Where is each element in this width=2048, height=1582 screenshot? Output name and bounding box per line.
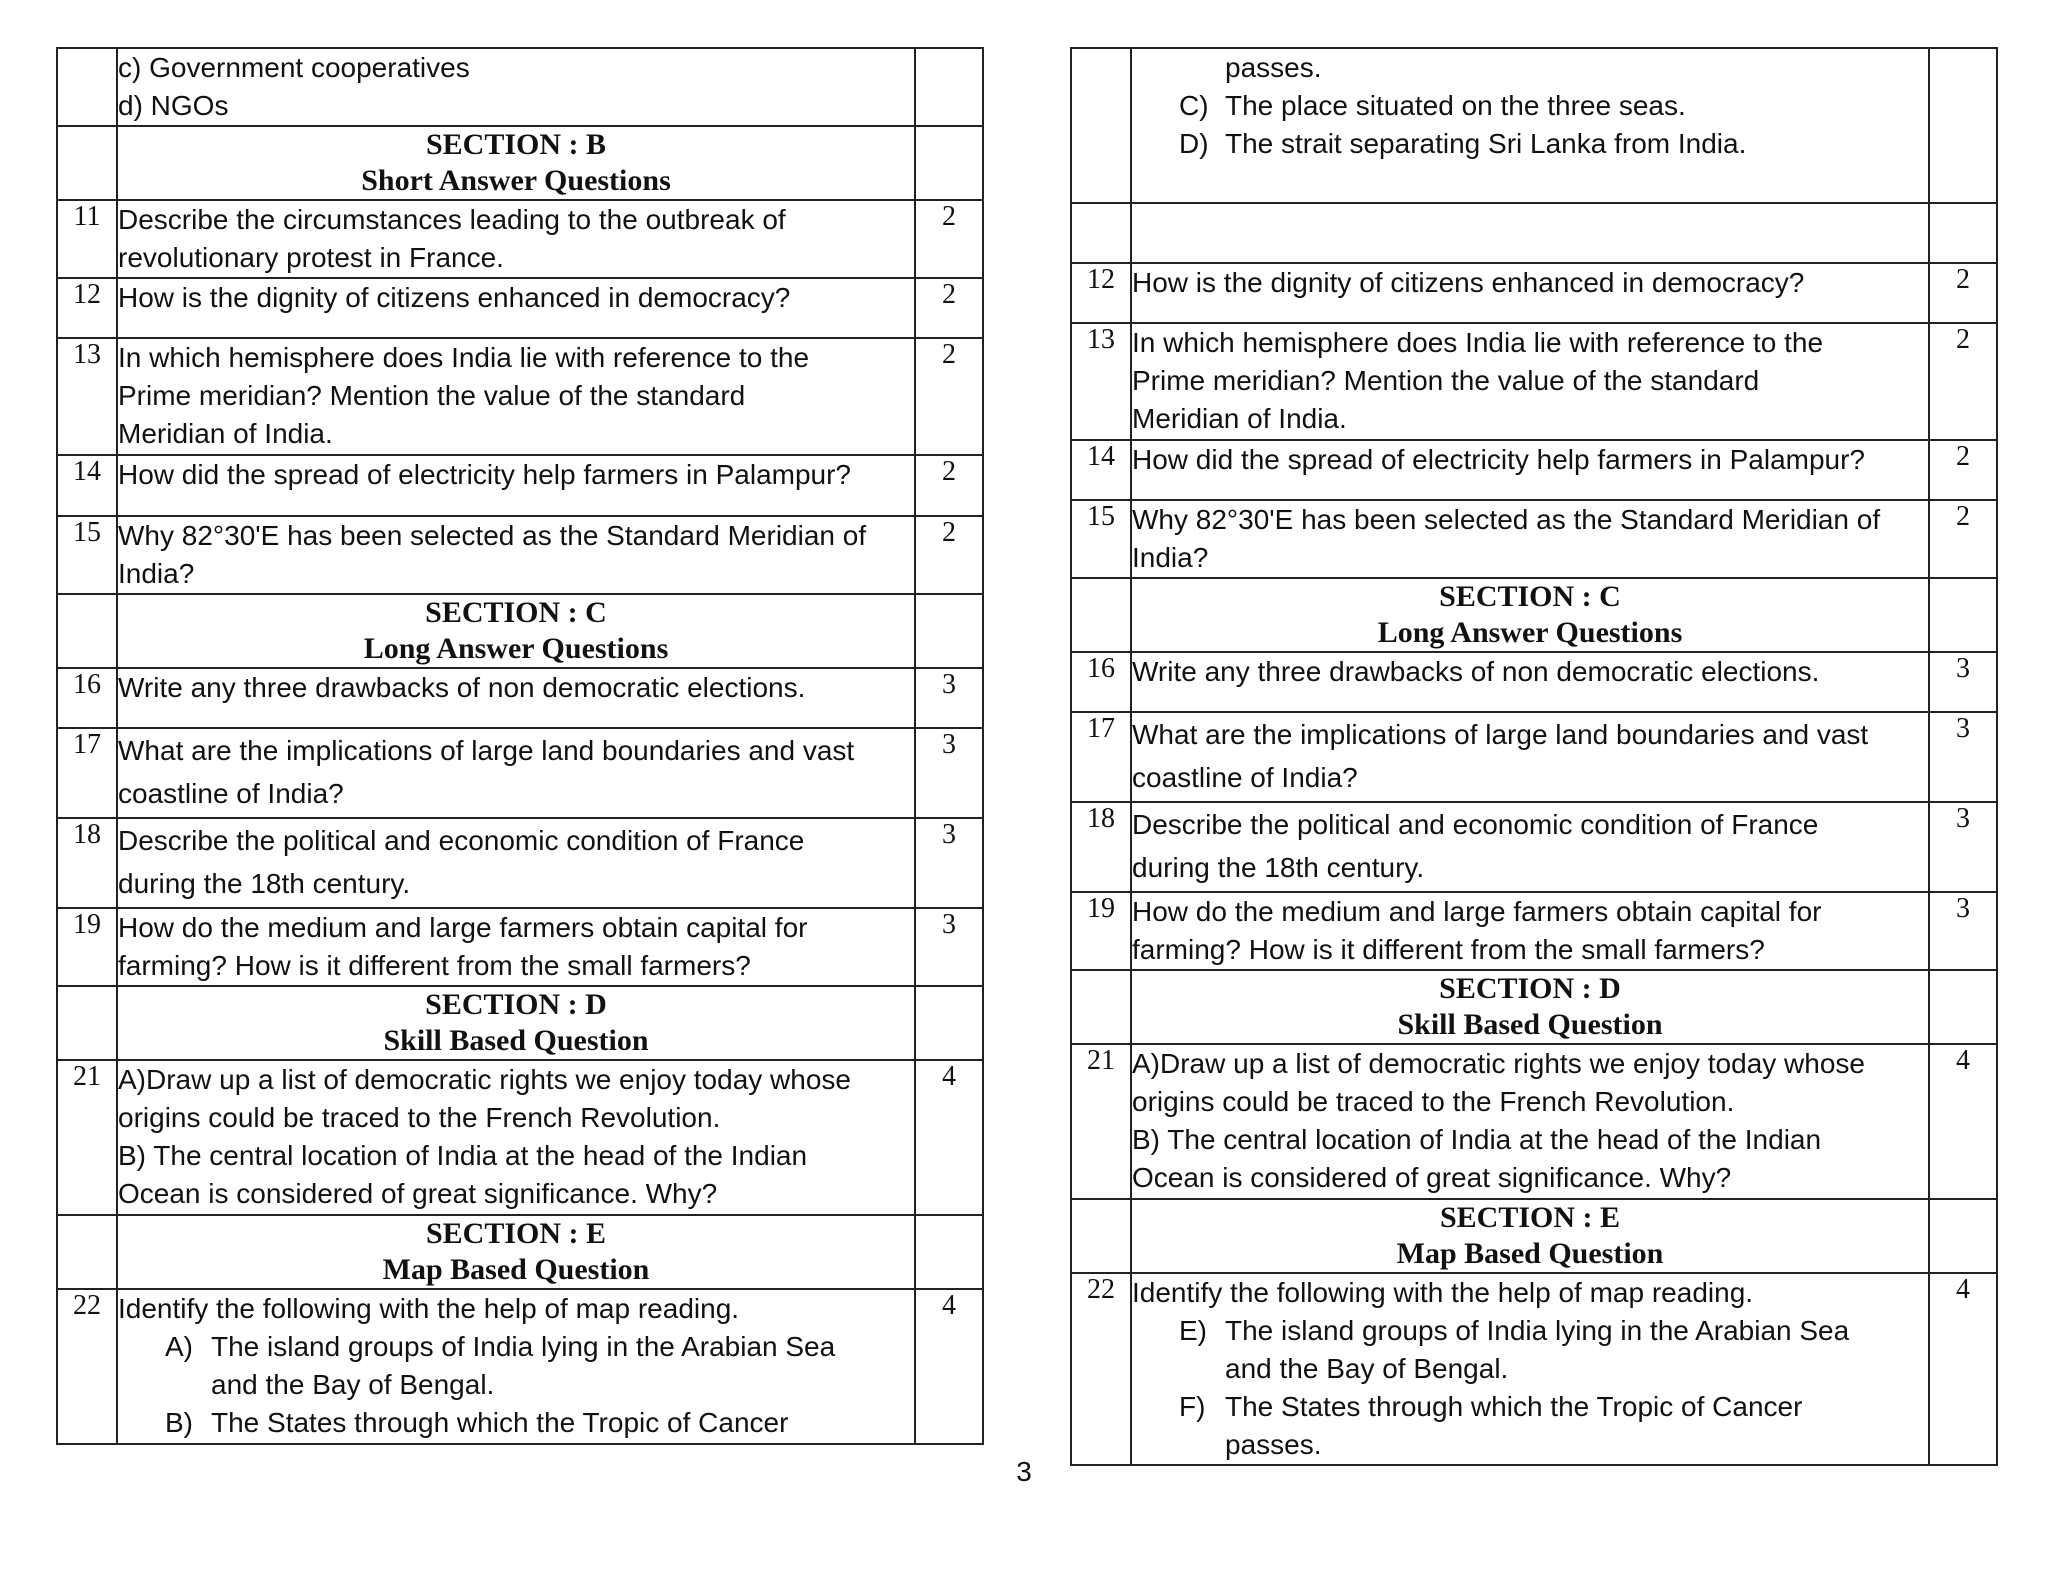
- table-row: [57, 1060, 983, 1215]
- question-marks: 3: [1929, 652, 1997, 712]
- section-c-header: [117, 594, 915, 668]
- table-row: [57, 728, 983, 818]
- section-b-header: [117, 126, 915, 200]
- table-row: [1071, 712, 1997, 802]
- question-marks: 2: [915, 278, 983, 338]
- section-title: SECTION : C: [1439, 580, 1621, 613]
- question-text: A)Draw up a list of democratic rights we enjoy today whose origins could be traced to the French Revolution. B) The central location of India at the head of the Indian Ocean is considered of great significance. Why?: [117, 1060, 915, 1215]
- empty-row: [1071, 203, 1997, 263]
- section-header-row: [1071, 578, 1997, 652]
- question-number: 19: [57, 908, 117, 986]
- question-number: [57, 48, 117, 126]
- question-text: A)Draw up a list of democratic rights we enjoy today whose origins could be traced to the French Revolution. B) The central location of India at the head of the Indian Ocean is considered of great significance. Why?: [1131, 1044, 1929, 1199]
- table-row: [57, 908, 983, 986]
- question-number: 11: [57, 200, 117, 278]
- section-subtitle: Long Answer Questions: [1377, 616, 1683, 649]
- question-number: 12: [1071, 263, 1131, 323]
- section-header-row: [57, 594, 983, 668]
- question-number: 21: [1071, 1044, 1131, 1199]
- question-number: 14: [57, 455, 117, 516]
- section-subtitle: Long Answer Questions: [363, 632, 669, 665]
- question-marks: 3: [915, 908, 983, 986]
- question-marks: 3: [915, 668, 983, 728]
- table-row: [57, 818, 983, 908]
- table-row: [1071, 1273, 1997, 1465]
- section-subtitle: Short Answer Questions: [361, 164, 671, 197]
- section-d-header: [117, 986, 915, 1060]
- question-number: 13: [57, 338, 117, 455]
- question-text: How is the dignity of citizens enhanced in democracy?: [117, 278, 915, 338]
- question-marks: 3: [1929, 892, 1997, 970]
- section-subtitle: Skill Based Question: [1397, 1008, 1663, 1041]
- table-row: [57, 338, 983, 455]
- section-header-row: [57, 126, 983, 200]
- question-text: [117, 48, 915, 126]
- question-marks: 2: [915, 338, 983, 455]
- question-text: Why 82°30'E has been selected as the Standard Meridian of India?: [117, 516, 915, 594]
- option-d: d) NGOs: [118, 90, 229, 121]
- question-number: 13: [1071, 323, 1131, 440]
- section-header-row: [57, 1215, 983, 1289]
- question-number: 22: [1071, 1273, 1131, 1465]
- section-e-header: [117, 1215, 915, 1289]
- question-number: 12: [57, 278, 117, 338]
- question-number: 21: [57, 1060, 117, 1215]
- table-row: [57, 668, 983, 728]
- question-text: How did the spread of electricity help farmers in Palampur?: [1131, 440, 1929, 500]
- page-number: 3: [1016, 1456, 1032, 1487]
- table-row: [1071, 652, 1997, 712]
- question-marks: 2: [1929, 500, 1997, 578]
- question-marks: 2: [1929, 323, 1997, 440]
- table-row: [57, 1289, 983, 1444]
- question-number: 18: [1071, 802, 1131, 892]
- question-marks: 3: [1929, 802, 1997, 892]
- section-header-row: [1071, 970, 1997, 1044]
- question-number: 19: [1071, 892, 1131, 970]
- question-text: Why 82°30'E has been selected as the Standard Meridian of India?: [1131, 500, 1929, 578]
- question-text: In which hemisphere does India lie with reference to the Prime meridian? Mention the value of the standard Meridian of India.: [1131, 323, 1929, 440]
- option-d: D) The strait separating Sri Lanka from India.: [1179, 128, 1747, 159]
- question-marks: 4: [1929, 1044, 1997, 1199]
- table-row: [57, 48, 983, 126]
- question-number: 17: [57, 728, 117, 818]
- question-marks: 3: [915, 818, 983, 908]
- question-marks: [915, 48, 983, 126]
- section-title: SECTION : D: [425, 988, 607, 1021]
- option-a: A) The island groups of India lying in the Arabian Sea: [165, 1331, 836, 1362]
- question-marks: 4: [915, 1060, 983, 1215]
- question-text: How do the medium and large farmers obtain capital for farming? How is it different from the small farmers?: [117, 908, 915, 986]
- table-row: [1071, 440, 1997, 500]
- table-row: [1071, 802, 1997, 892]
- table-row: [1071, 1044, 1997, 1199]
- question-number: 15: [57, 516, 117, 594]
- question-text: Write any three drawbacks of non democratic elections.: [1131, 652, 1929, 712]
- question-text: Describe the political and economic condition of France during the 18th century.: [1131, 802, 1929, 892]
- question-marks: 2: [1929, 263, 1997, 323]
- question-marks: 2: [915, 455, 983, 516]
- section-d-header: [1131, 970, 1929, 1044]
- section-title: SECTION : C: [425, 596, 607, 629]
- section-header-row: [1071, 1199, 1997, 1273]
- section-subtitle: Map Based Question: [382, 1253, 650, 1286]
- question-marks: 2: [915, 516, 983, 594]
- question-text: How did the spread of electricity help farmers in Palampur?: [117, 455, 915, 516]
- left-question-table: [56, 47, 984, 1445]
- question-number: 18: [57, 818, 117, 908]
- question-marks: 3: [915, 728, 983, 818]
- question-marks: 2: [915, 200, 983, 278]
- section-subtitle: Skill Based Question: [383, 1024, 649, 1057]
- question-marks: [1929, 48, 1997, 203]
- question-text: Describe the political and economic condition of France during the 18th century.: [117, 818, 915, 908]
- table-row: [57, 200, 983, 278]
- question-number: 16: [1071, 652, 1131, 712]
- question-text: Identify the following with the help of map reading. A) The island groups of India lying in the Arabian Sea and the Bay of Bengal. B) The States through which the Tropic of Cancer: [117, 1289, 915, 1444]
- question-text: Describe the circumstances leading to the outbreak of revolutionary protest in France.: [117, 200, 915, 278]
- question-text: Write any three drawbacks of non democratic elections.: [117, 668, 915, 728]
- question-number: 17: [1071, 712, 1131, 802]
- section-title: SECTION : E: [425, 1217, 607, 1250]
- question-number: [1071, 48, 1131, 203]
- question-marks: 4: [1929, 1273, 1997, 1465]
- section-title: SECTION : E: [1439, 1201, 1621, 1234]
- option-e: E) The island groups of India lying in the Arabian Sea: [1179, 1315, 1850, 1346]
- question-number: 14: [1071, 440, 1131, 500]
- section-c-header: [1131, 578, 1929, 652]
- right-question-table: [1070, 47, 1998, 1466]
- table-row: [57, 278, 983, 338]
- table-row: [1071, 500, 1997, 578]
- table-row: [1071, 323, 1997, 440]
- option-c: C) The place situated on the three seas.: [1179, 90, 1686, 121]
- question-text: What are the implications of large land boundaries and vast coastline of India?: [1131, 712, 1929, 802]
- question-text: In which hemisphere does India lie with reference to the Prime meridian? Mention the value of the standard Meridian of India.: [117, 338, 915, 455]
- question-marks: 4: [915, 1289, 983, 1444]
- question-text: Identify the following with the help of map reading. E) The island groups of India lying in the Arabian Sea and the Bay of Bengal. F) The States through which the Tropic of Cancer passes.: [1131, 1273, 1929, 1465]
- question-number: 15: [1071, 500, 1131, 578]
- question-text: How is the dignity of citizens enhanced in democracy?: [1131, 263, 1929, 323]
- section-header-row: [57, 986, 983, 1060]
- section-title: SECTION : B: [425, 128, 607, 161]
- table-row: [1071, 892, 1997, 970]
- section-title: SECTION : D: [1439, 972, 1621, 1005]
- option-b: B) The States through which the Tropic of Cancer: [165, 1407, 789, 1438]
- section-e-header: [1131, 1199, 1929, 1273]
- question-marks: 3: [1929, 712, 1997, 802]
- question-marks: 2: [1929, 440, 1997, 500]
- option-c: c) Government cooperatives: [118, 52, 470, 83]
- question-text: How do the medium and large farmers obtain capital for farming? How is it different from the small farmers?: [1131, 892, 1929, 970]
- table-row: [57, 516, 983, 594]
- question-text: What are the implications of large land boundaries and vast coastline of India?: [117, 728, 915, 818]
- option-f: F) The States through which the Tropic of Cancer: [1179, 1391, 1803, 1422]
- question-text: passes. C) The place situated on the three seas. D) The strait separating Sri Lanka from India.: [1131, 48, 1929, 203]
- table-row: [1071, 48, 1997, 203]
- table-row: [57, 455, 983, 516]
- question-number: 22: [57, 1289, 117, 1444]
- question-number: 16: [57, 668, 117, 728]
- table-row: [1071, 263, 1997, 323]
- section-subtitle: Map Based Question: [1396, 1237, 1664, 1270]
